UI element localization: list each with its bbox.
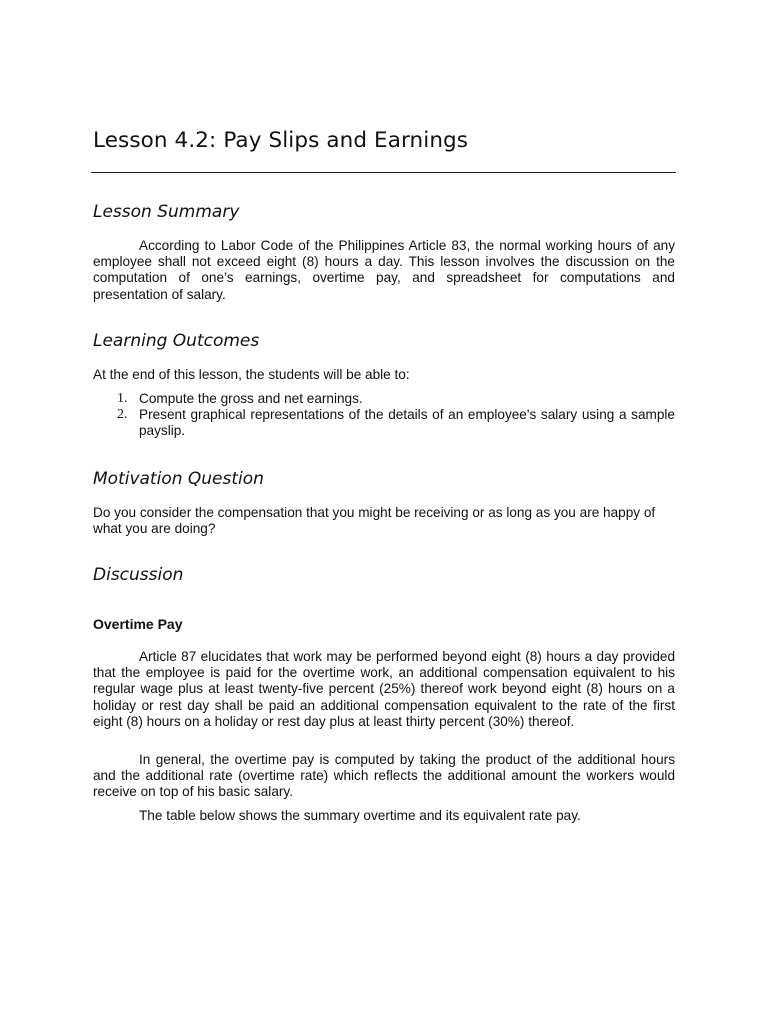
list-item bbox=[93, 407, 675, 439]
outcomes-intro: At the end of this lesson, the students will be able to: bbox=[93, 367, 410, 382]
discussion-paragraph-1: Article 87 elucidates that work may be performed beyond eight (8) hours a day provided that the employee is paid for the overtime work, an additional compensation equivalent to his regular wage plus at least twenty-five percent (25%) thereof work beyond eight (8) hours on a holiday or rest day shall be paid an additional compensation equivalent to the rate of the first eight (8) hours on a holiday or rest day plus at least thirty percent (30%) thereof. bbox=[93, 649, 675, 729]
list-item-number: 2. bbox=[117, 407, 128, 423]
list-item-number: 1. bbox=[117, 391, 128, 406]
summary-paragraph: According to Labor Code of the Philippines Article 83, the normal working hours of any employee shall not exceed eight (8) hours a day. This lesson involves the discussion on the computation of one’s earnings, overtime pay, and spreadsheet for computations and presentation of salary. bbox=[93, 238, 675, 302]
discussion-paragraph-3: The table below shows the summary overtime and its equivalent rate pay. bbox=[139, 808, 581, 823]
overtime-pay-subheading: Overtime Pay bbox=[93, 616, 183, 632]
outcomes-heading: Learning Outcomes bbox=[93, 331, 260, 351]
list-item-text: Compute the gross and net earnings. bbox=[139, 391, 363, 406]
list-item-text: Present graphical representations of the details of an employee's salary using a sample payslip. bbox=[139, 407, 675, 439]
motivation-heading: Motivation Question bbox=[93, 469, 264, 489]
discussion-heading: Discussion bbox=[93, 565, 184, 585]
summary-heading: Lesson Summary bbox=[93, 202, 240, 222]
lesson-title: Lesson 4.2: Pay Slips and Earnings bbox=[93, 128, 469, 153]
title-divider bbox=[91, 172, 676, 173]
motivation-paragraph: Do you consider the compensation that you might be receiving or as long as you are happy of what you are doing? bbox=[93, 505, 656, 537]
outcomes-list bbox=[93, 391, 675, 440]
list-item bbox=[93, 391, 675, 407]
discussion-paragraph-2: In general, the overtime pay is computed by taking the product of the additional hours and the additional rate (overtime rate) which reflects the additional amount the workers would receive on top of his basic salary. bbox=[93, 752, 675, 800]
